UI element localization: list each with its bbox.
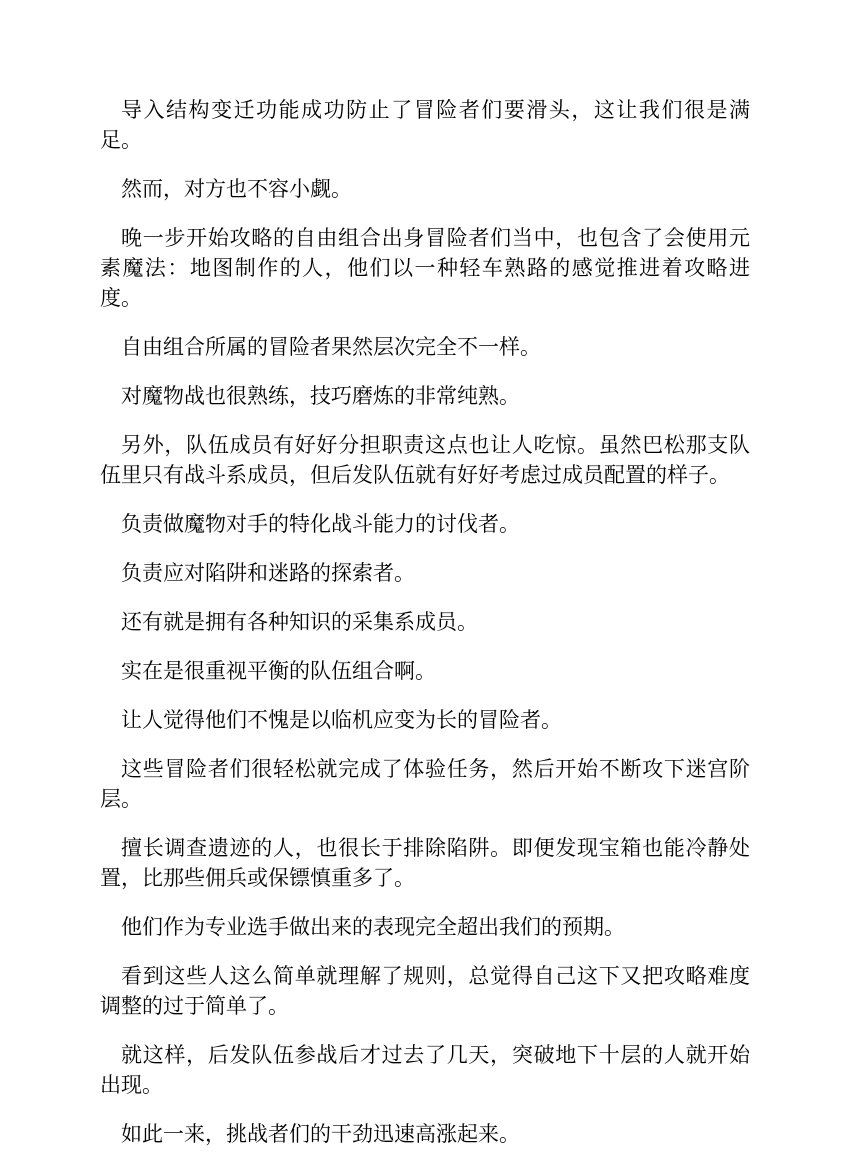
paragraph-9: 还有就是拥有各种知识的采集系成员。 (121, 610, 478, 634)
document-body (100, 95, 750, 1168)
paragraph-4: 自由组合所属的冒险者果然层次完全不一样。 (121, 335, 541, 359)
paragraph-8: 负责应对陷阱和迷路的探索者。 (121, 561, 415, 585)
paragraph-14: 他们作为专业选手做出来的表现完全超出我们的预期。 (121, 915, 625, 939)
paragraph-7: 负责做魔物对手的特化战斗能力的讨伐者。 (121, 512, 520, 536)
paragraph-2: 然而，对方也不容小觑。 (121, 177, 352, 201)
paragraph-12: 这些冒险者们很轻松就完成了体验任务，然后开始不断攻下迷宫阶层。 (100, 757, 750, 811)
paragraph-16: 就这样，后发队伍参战后才过去了几天，突破地下十层的人就开始出现。 (100, 1043, 750, 1097)
paragraph-15: 看到这些人这么简单就理解了规则，总觉得自己这下又把攻略难度调整的过于简单了。 (100, 964, 750, 1018)
paragraph-13: 擅长调查遗迹的人，也很长于排除陷阱。即便发现宝箱也能冷静处置，比那些佣兵或保镖慎重多了。 (100, 836, 750, 890)
paragraph-5: 对魔物战也很熟练，技巧磨炼的非常纯熟。 (121, 384, 520, 408)
paragraph-17: 如此一来，挑战者们的干劲迅速高涨起来。 (121, 1122, 520, 1146)
paragraph-11: 让人觉得他们不愧是以临机应变为长的冒险者。 (121, 708, 562, 732)
paragraph-6: 另外，队伍成员有好好分担职责这点也让人吃惊。虽然巴松那支队伍里只有战斗系成员，但后发队伍就有好好考虑过成员配置的样子。 (100, 433, 750, 487)
paragraph-10: 实在是很重视平衡的队伍组合啊。 (121, 659, 436, 683)
paragraph-3: 晚一步开始攻略的自由组合出身冒险者们当中，也包含了会使用元素魔法：地图制作的人，他们以一种轻车熟路的感觉推进着攻略进度。 (100, 226, 750, 310)
paragraph-1: 导入结构变迁功能成功防止了冒险者们要滑头，这让我们很是满足。 (100, 98, 750, 152)
